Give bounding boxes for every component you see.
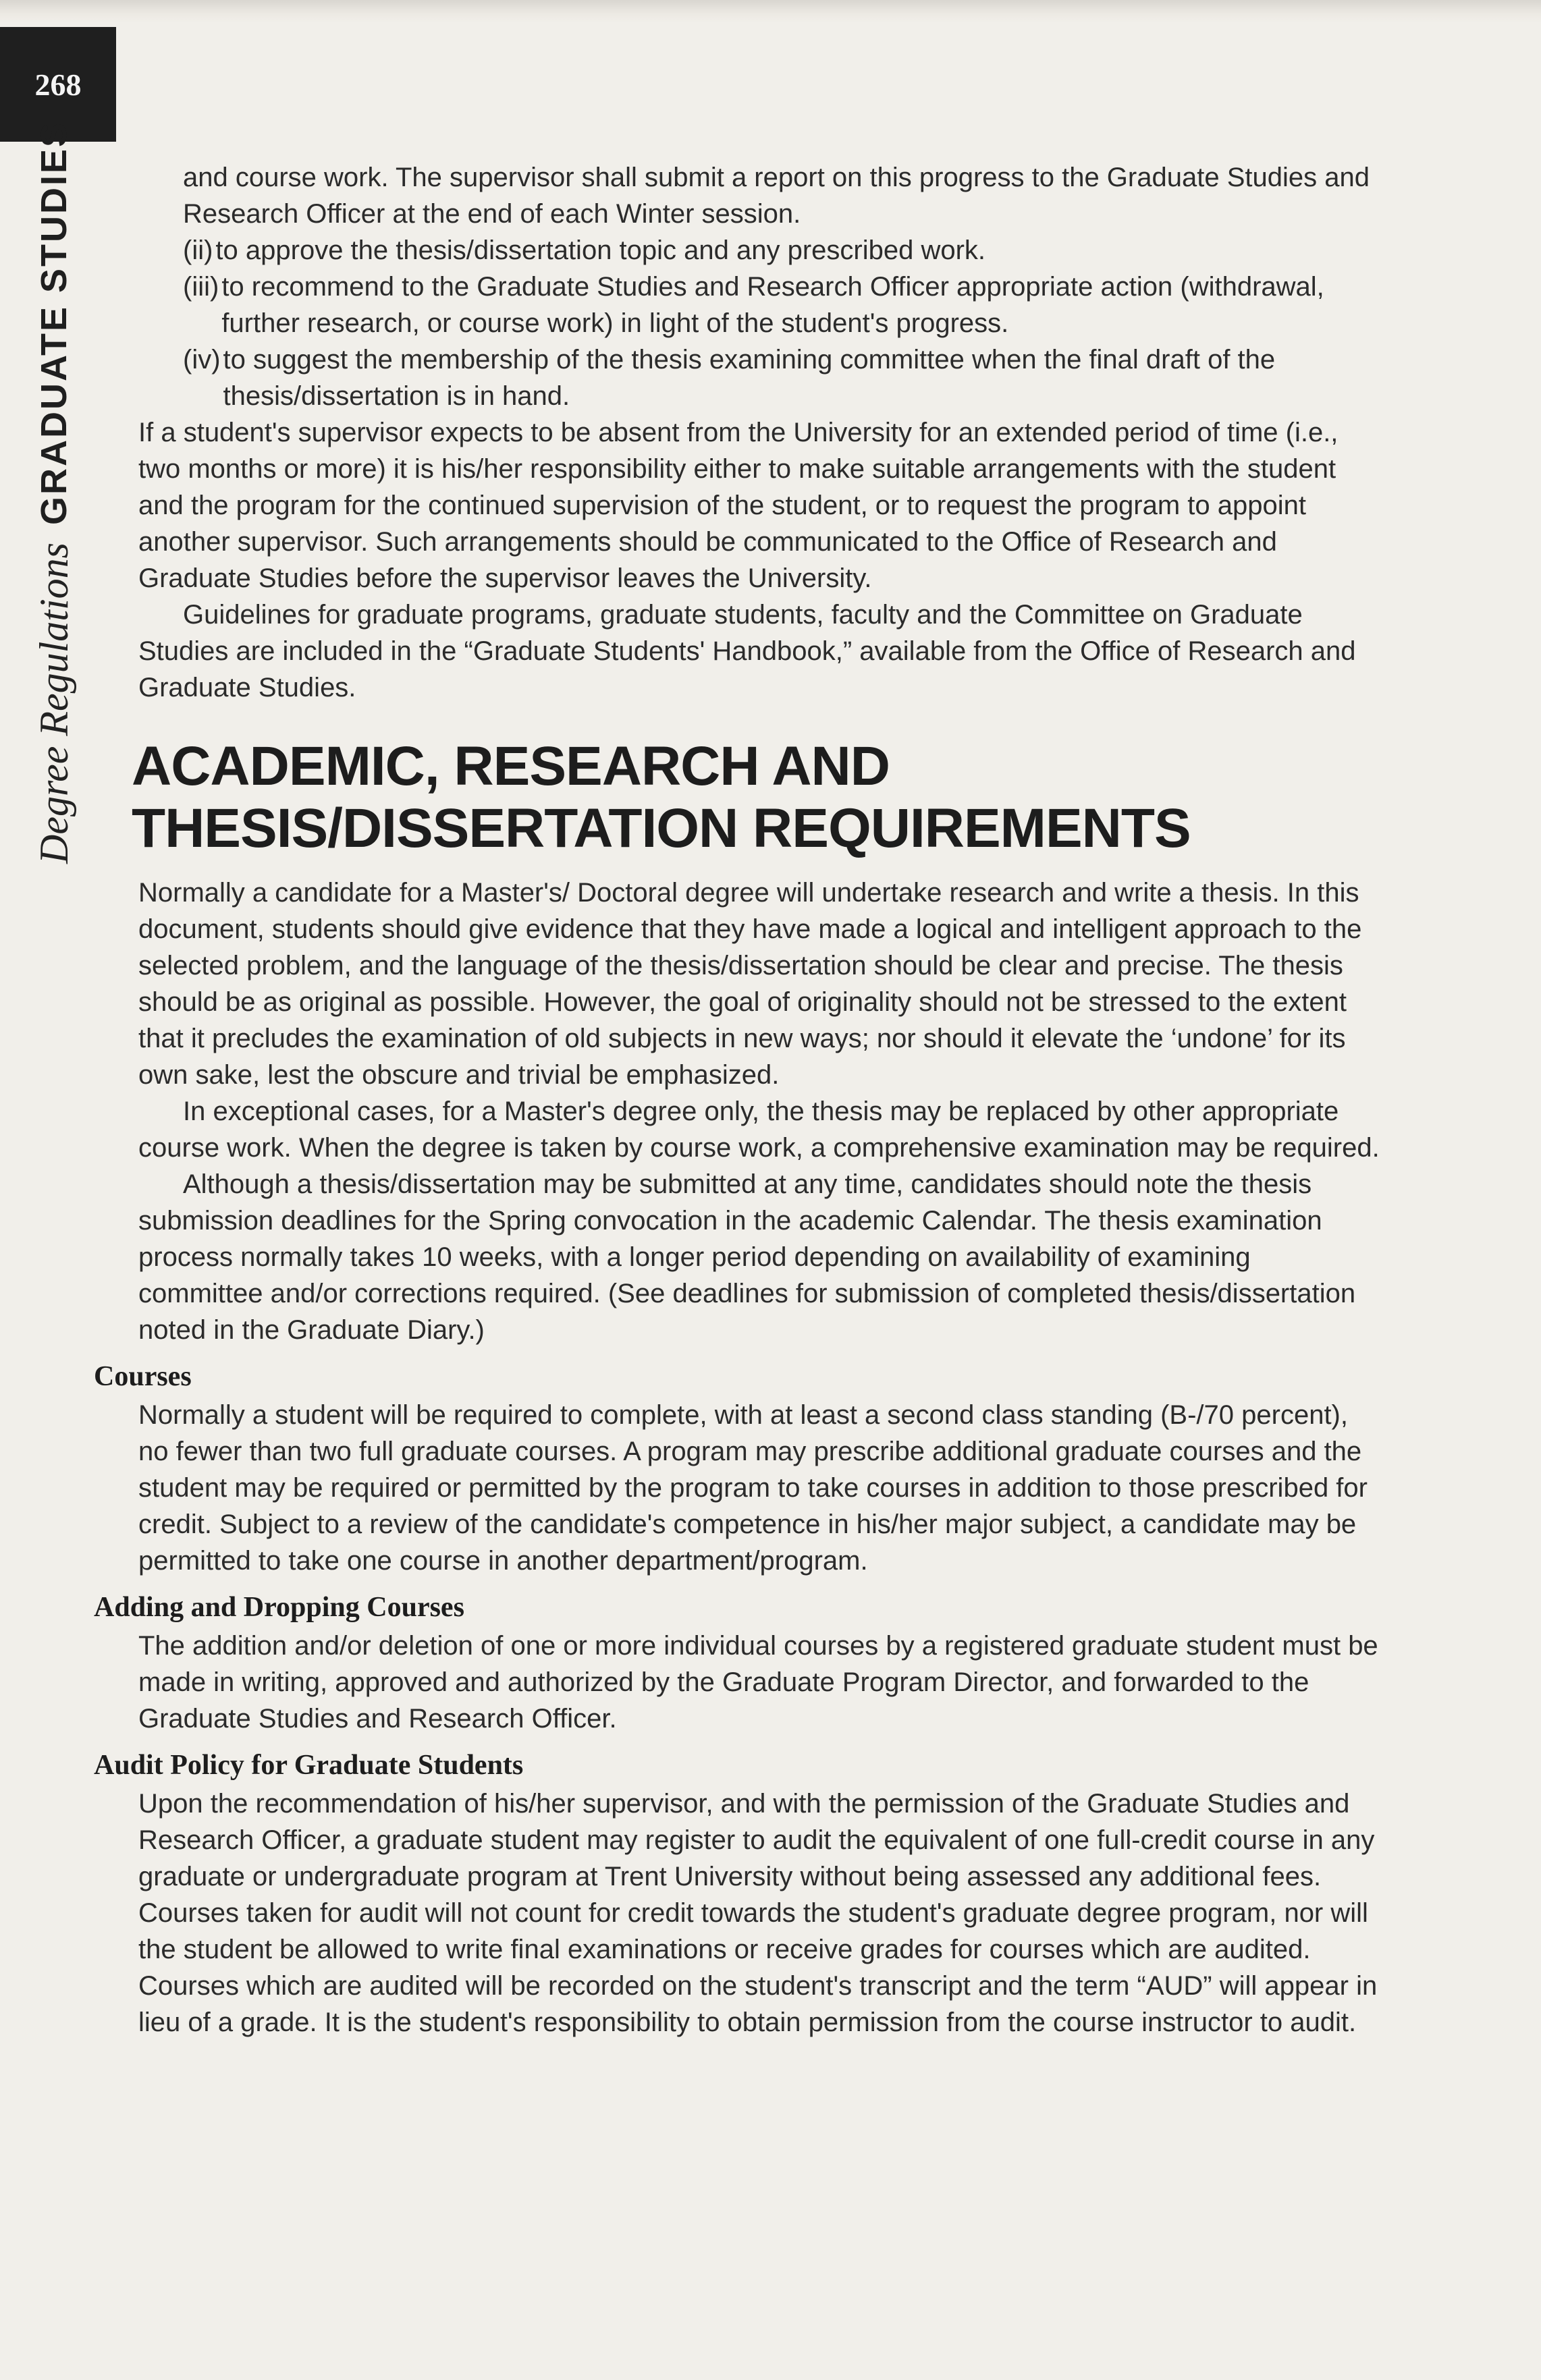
side-section-label: Degree Regulations bbox=[31, 543, 76, 864]
section-heading-line-2: THESIS/DISSERTATION REQUIREMENTS bbox=[132, 798, 1191, 859]
continued-paragraph: and course work. The supervisor shall submit a report on this progress to the Graduate Studies and Research Officer at the end of each Winter session. bbox=[183, 163, 1370, 229]
side-section-tab bbox=[7, 108, 101, 864]
supervisor-absence-paragraph: If a student's supervisor expects to be absent from the University for an extended period of time (i.e., two months or more) it is his/her responsibility either to make suitable arrangements with the student and the program for the continued supervision of the student, or to request the program to appoint another supervisor. Such arrangements should be communicated to the Office of Research and Graduate Studies before the supervisor leaves the University. bbox=[138, 418, 1339, 593]
courses-heading: Courses bbox=[94, 1361, 192, 1392]
requirements-paragraph-3: Although a thesis/dissertation may be submitted at any time, candidates should note the thesis submission deadlines for the Spring convocation in the academic Calendar. The thesis examination process normally takes 10 weeks, with a longer period depending on availability of examining committee and/or corrections required. (See deadlines for submission of completed thesis/dissertation noted in the Graduate Diary.) bbox=[138, 1169, 1356, 1345]
page-content bbox=[94, 159, 1380, 2041]
list-item-text: to recommend to the Graduate Studies and Research Officer appropriate action (withdrawal, further research, or course work) in light of the student's progress. bbox=[221, 272, 1324, 338]
scan-top-edge bbox=[0, 0, 1541, 23]
section-heading-line-1: ACADEMIC, RESEARCH AND bbox=[132, 736, 890, 797]
list-item-text: to suggest the membership of the thesis examining committee when the final draft of the thesis/dissertation is in hand. bbox=[223, 345, 1276, 411]
list-item-text: to approve the thesis/dissertation topic and any prescribed work. bbox=[215, 236, 986, 265]
audit-policy-text: Upon the recommendation of his/her supervisor, and with the permission of the Graduate Studies and Research Officer, a graduate student may register to audit the equivalent of one full-credit course in any graduate or undergraduate program at Trent University without being assessed any additional fees. Courses taken for audit will not count for credit towards the student's graduate degree program, nor will the student be allowed to write final examinations or receive grades for courses which are audited. Courses which are audited will be recorded on the student's transcript and the term “AUD” will appear in lieu of a grade. It is the student's responsibility to obtain permission from the course instructor to audit. bbox=[138, 1789, 1378, 2037]
list-item-number: (iv) bbox=[183, 345, 221, 375]
section-heading bbox=[132, 736, 1380, 860]
list-item bbox=[138, 269, 1380, 341]
list-item-number: (iii) bbox=[183, 272, 219, 302]
adding-dropping-text: The addition and/or deletion of one or more individual courses by a registered graduate student must be made in writing, approved and authorized by the Graduate Program Director, and forwarded to the Graduate Studies and Research Officer. bbox=[138, 1631, 1378, 1734]
adding-dropping-heading: Adding and Dropping Courses bbox=[94, 1592, 464, 1623]
audit-policy-heading: Audit Policy for Graduate Students bbox=[94, 1750, 524, 1781]
side-category-label: GRADUATE STUDIES bbox=[34, 120, 74, 525]
requirements-paragraph-2: In exceptional cases, for a Master's degree only, the thesis may be replaced by other appropriate course work. When the degree is taken by course work, a comprehensive examination may be required. bbox=[138, 1097, 1380, 1163]
list-item bbox=[138, 232, 1380, 269]
page-number-text: 268 bbox=[34, 67, 82, 102]
guidelines-paragraph: Guidelines for graduate programs, graduate students, faculty and the Committee on Graduate Studies are included in the “Graduate Students' Handbook,” available from the Office of Research and Graduate Studies. bbox=[138, 600, 1356, 702]
courses-text: Normally a student will be required to complete, with at least a second class standing (B-/70 percent), no fewer than two full graduate courses. A program may prescribe additional graduate courses and the student may be required or permitted by the program to take courses in addition to those prescribed for credit. Subject to a review of the candidate's competence in his/her major subject, a candidate may be permitted to take one course in another department/program. bbox=[138, 1400, 1368, 1576]
list-item-number: (ii) bbox=[183, 236, 213, 265]
list-item bbox=[138, 341, 1380, 414]
requirements-paragraph-1: Normally a candidate for a Master's/ Doctoral degree will undertake research and write a thesis. In this document, students should give evidence that they have made a logical and intelligent approach to the selected problem, and the language of the thesis/dissertation should be clear and precise. The thesis should be as original as possible. However, the goal of originality should not be stressed to the extent that it precludes the examination of old subjects in new ways; nor should it elevate the ‘undone’ for its own sake, lest the obscure and trivial be emphasized. bbox=[138, 878, 1362, 1090]
